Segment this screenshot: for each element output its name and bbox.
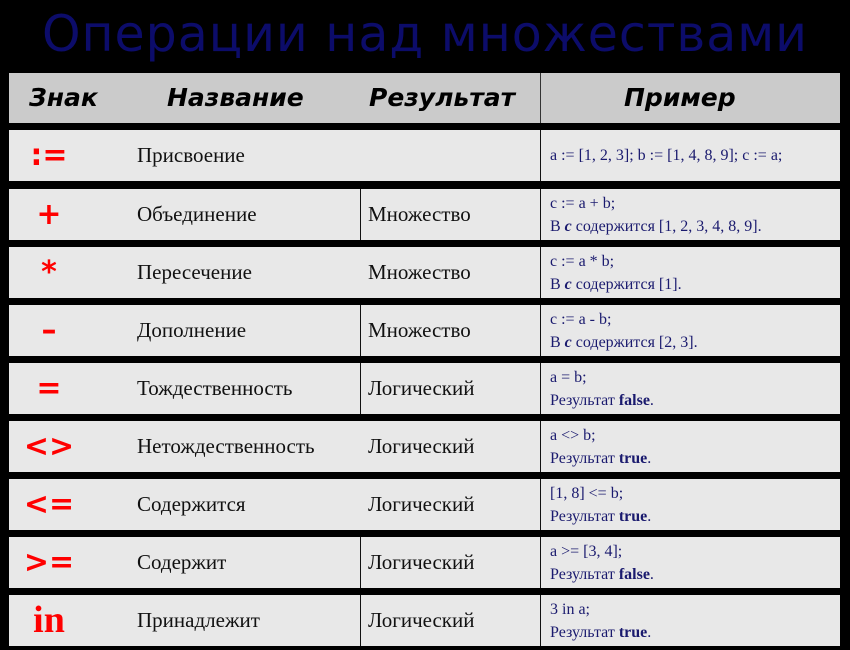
operator-sign: in <box>33 599 65 641</box>
example-line-1: a >= [3, 4]; <box>550 543 623 560</box>
example-line-1: a <> b; <box>550 427 596 444</box>
table-row <box>9 537 840 588</box>
column-divider <box>540 130 541 181</box>
table-row <box>9 479 840 530</box>
example <box>550 130 782 181</box>
result-type: Логический <box>368 608 475 632</box>
operation-name: Объединение <box>137 202 257 226</box>
example-line-2: Результат false. <box>550 566 654 583</box>
example-line-1: c := a - b; <box>550 311 612 328</box>
result-type: Множество <box>368 202 471 226</box>
operation-name: Дополнение <box>137 318 247 342</box>
example-line-1: a := [1, 2, 3]; b := [1, 4, 8, 9]; c := a; <box>550 147 783 164</box>
column-divider <box>540 247 541 298</box>
operator-sign: * <box>41 255 57 290</box>
table-row <box>9 130 840 181</box>
example <box>550 192 762 238</box>
result-type: Логический <box>368 434 475 458</box>
operator-sign: – <box>41 313 57 348</box>
operator-sign: <> <box>23 429 75 464</box>
example <box>550 424 651 470</box>
result-type: Множество <box>368 260 471 284</box>
example-line-2: В c содержится [1]. <box>550 276 682 293</box>
page-title: Операции над множествами <box>41 5 809 63</box>
example-line-1: [1, 8] <= b; <box>550 485 624 502</box>
example-line-1: a = b; <box>550 369 587 386</box>
result-type: Логический <box>368 550 475 574</box>
column-divider <box>360 305 361 356</box>
operation-name: Содержится <box>137 492 246 516</box>
header-divider <box>540 73 541 123</box>
table-row <box>9 247 840 298</box>
table-row <box>9 421 840 472</box>
result-type: Логический <box>368 492 475 516</box>
result-type: Логический <box>368 376 475 400</box>
example-line-2: Результат true. <box>550 508 652 525</box>
column-divider <box>540 479 541 530</box>
header-sign: Знак <box>29 83 98 112</box>
column-divider <box>540 189 541 240</box>
table-row <box>9 363 840 414</box>
operation-name: Присвоение <box>137 143 245 167</box>
operator-sign: <= <box>23 487 75 522</box>
column-divider <box>540 305 541 356</box>
operation-name: Нетождественность <box>137 434 315 458</box>
operation-name: Тождественность <box>137 376 293 400</box>
table-row <box>9 189 840 240</box>
column-divider <box>360 189 361 240</box>
example-line-2: В c содержится [2, 3]. <box>550 334 698 351</box>
header-example: Пример <box>624 83 736 112</box>
column-divider <box>360 363 361 414</box>
operator-sign: + <box>36 197 62 232</box>
header-result: Результат <box>369 83 516 112</box>
example-line-2: Результат false. <box>550 392 654 409</box>
example <box>550 250 682 296</box>
column-divider <box>360 595 361 646</box>
table-header <box>9 73 840 123</box>
example-line-2: Результат true. <box>550 624 652 641</box>
example <box>550 482 651 528</box>
example-line-1: c := a + b; <box>550 195 616 212</box>
column-divider <box>540 537 541 588</box>
operator-sign: = <box>36 371 62 406</box>
table-row <box>9 595 840 646</box>
column-divider <box>540 421 541 472</box>
example <box>550 598 651 644</box>
example <box>550 366 654 412</box>
example-line-1: c := a * b; <box>550 253 615 270</box>
column-divider <box>540 595 541 646</box>
result-type: Множество <box>368 318 471 342</box>
example <box>550 540 654 586</box>
operator-sign: := <box>30 138 68 173</box>
example-line-1: 3 in a; <box>550 601 590 618</box>
operation-name: Содержит <box>137 550 227 574</box>
example-line-2: Результат true. <box>550 450 652 467</box>
operation-name: Принадлежит <box>137 608 260 632</box>
header-name: Название <box>167 83 304 112</box>
column-divider <box>360 537 361 588</box>
example-line-2: В c содержится [1, 2, 3, 4, 8, 9]. <box>550 218 762 235</box>
operation-name: Пересечение <box>137 260 252 284</box>
column-divider <box>540 363 541 414</box>
example <box>550 308 698 354</box>
table-row <box>9 305 840 356</box>
operator-sign: >= <box>23 545 75 580</box>
